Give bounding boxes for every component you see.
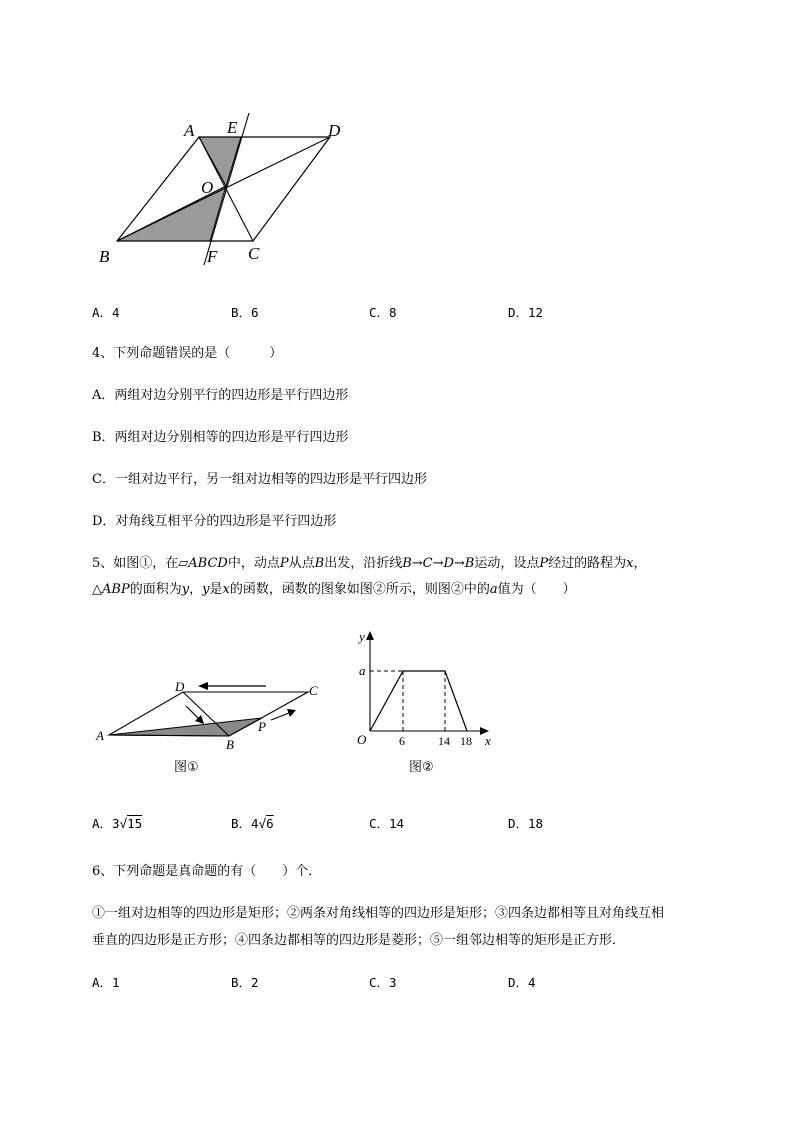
caption-fig2: 图②: [409, 760, 434, 775]
axis-y-label: y: [359, 629, 365, 644]
label-d: D: [328, 121, 341, 140]
origin-label: O: [357, 732, 367, 747]
q4-option-a: A．两组对边分别平行的四边形是平行四边形: [92, 388, 349, 403]
tick-18: 18: [460, 734, 472, 748]
label-e: E: [227, 118, 238, 137]
label-c-2: C: [309, 683, 318, 698]
label-a-2: A: [96, 728, 104, 743]
tick-6: 6: [399, 734, 405, 748]
label-o: O: [201, 178, 214, 197]
q4-option-d: D．对角线互相平分的四边形是平行四边形: [92, 514, 337, 529]
q6-option-b: B．2: [231, 975, 259, 990]
q3-option-a: A．4: [92, 305, 120, 320]
label-b: B: [99, 247, 110, 266]
q4-stem: 4、下列命题错误的是（ ）: [92, 346, 283, 361]
q6-stem: 6、下列命题是真命题的有（ ）个．: [92, 864, 322, 879]
q6-option-c: C．3: [369, 975, 397, 990]
q5-stem-line1: 5、如图①，在▱ABCD中，动点P从点B出发，沿折线B→C→D→B运动，设点P经过的路程为x，: [92, 556, 647, 571]
q6-option-a: A．1: [92, 975, 120, 990]
q6-body-line1: ①一组对边相等的四边形是矩形；②两条对角线相等的四边形是矩形；③四条边都相等且对角线互相: [92, 906, 665, 921]
sqrt-symbol: √15: [119, 816, 143, 831]
q5-option-d: D．18: [508, 816, 544, 831]
q6-body-line2: 垂直的四边形是正方形；④四条边都相等的四边形是菱形；⑤一组邻边相等的矩形是正方形．: [92, 933, 626, 948]
label-a: A: [184, 121, 195, 140]
q3-option-c: C．8: [369, 305, 397, 320]
a-level-label: a: [359, 663, 366, 678]
label-p: P: [258, 719, 266, 734]
q5-option-b: B．4√6: [231, 816, 274, 831]
axis-x-label: x: [485, 733, 491, 748]
q3-option-b: B．6: [231, 305, 259, 320]
tick-14: 14: [438, 734, 450, 748]
caption-fig1: 图①: [174, 760, 199, 775]
q4-option-c: C．一组对边平行，另一组对边相等的四边形是平行四边形: [92, 472, 427, 487]
q3-option-d: D．12: [508, 305, 544, 320]
y-axis-arrow: [366, 631, 374, 640]
q6-option-d: D．4: [508, 975, 536, 990]
label-b-2: B: [226, 737, 234, 752]
q4-option-b: B．两组对边分别相等的四边形是平行四边形: [92, 430, 349, 445]
sqrt-symbol: √6: [258, 816, 274, 831]
label-c: C: [248, 244, 260, 263]
label-d-2: D: [175, 679, 185, 694]
q5-stem-line2: △ABP的面积为y，y是x的函数，函数的图象如图②所示，则图②中的a值为（ ）: [92, 582, 576, 597]
q5-option-c: C．14: [369, 816, 405, 831]
function-graph: [370, 671, 467, 731]
label-f: F: [207, 247, 218, 266]
q5-option-a: A．3√15: [92, 816, 143, 831]
